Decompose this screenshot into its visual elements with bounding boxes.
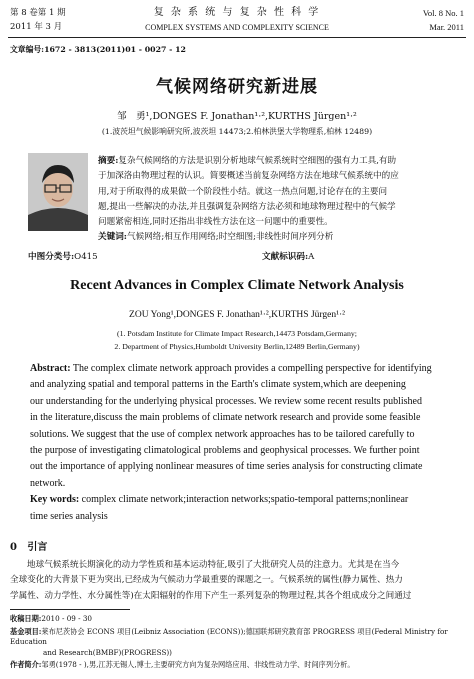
- fund-line: 莱布尼茨协会 ECONS 项目(Leibniz Association (ECONS));德国联邦研究教育部 PROGRESS 项目(Federal Ministry for Education: [10, 626, 448, 646]
- authors-cn: 邹 勇¹,DONGES F. Jonathan¹·²,KURTHS Jürgen¹·²: [117, 111, 357, 122]
- abstract-en: [30, 361, 448, 525]
- doc-code: [262, 250, 314, 262]
- paragraph-line: 地球气候系统长期演化的动力学性质和基本运动特征,吸引了大批研究人员的注意力。尤其是在当今: [27, 560, 400, 570]
- received-date: 2010 - 09 - 30: [41, 614, 92, 623]
- abstract-en-line: and analyzing spatial and temporal patterns in the Earth's climate system,which are deepening: [30, 379, 406, 391]
- volume-cn: 第 8 卷第 1 期: [10, 8, 66, 18]
- keywords-cn: 气候网络;相互作用网络;时空细图;非线性时间序列分析: [126, 232, 334, 243]
- affiliations-cn: (1.波茨坦气候影响研究所,波茨坦 14473;2.柏林洪堡大学物理系,柏林 12489): [101, 127, 373, 136]
- journal-title-en: COMPLEX SYSTEMS AND COMPLEXITY SCIENCE: [145, 23, 329, 32]
- fund-label: 基金项目:: [10, 626, 42, 636]
- abstract-en-line: in the literature,discuss the main problems of climate network research and provide some feasible: [30, 412, 421, 424]
- doc-code-value: A: [308, 252, 315, 262]
- paragraph-line: 全球变化的大背景下更为突出,已经成为气候动力学最重要的课题之一。气候系统的属性(静力属性、热力: [10, 575, 403, 586]
- class-number: [28, 250, 98, 262]
- authors-en: ZOU Yong¹,DONGES F. Jonathan¹·²,KURTHS Jürgen¹·²: [129, 310, 345, 320]
- date-en: Mar. 2011: [429, 22, 464, 32]
- abstract-cn-label: 摘要:: [98, 156, 119, 166]
- header-rule: [8, 37, 466, 38]
- keywords-en-label: Key words:: [30, 494, 80, 506]
- affiliation-en-1: (1. Potsdam Institute for Climate Impact Research,14473 Potsdam,Germany;: [117, 329, 357, 338]
- section-title: 引言: [27, 542, 48, 553]
- received-label: 收稿日期:: [10, 614, 42, 623]
- abstract-cn-line: 复杂气候网络的方法是识别分析地球气候系统时空细图的强有力工具,有助: [118, 156, 397, 166]
- author-photo: [28, 153, 88, 231]
- abstract-en-label: Abstract:: [30, 363, 71, 374]
- keywords-en-line: time series analysis: [30, 510, 108, 522]
- fund-line: and Research(BMBF)(PROGRESS)): [43, 647, 172, 657]
- author-bio: 邹勇(1978 - ),男,江苏无锡人,博士,主要研究方向为复杂网络应用、非线性动力学、时间序列分析。: [41, 660, 355, 669]
- section-number: 0: [10, 542, 17, 553]
- keywords-cn-label: 关键词:: [98, 232, 127, 243]
- abstract-cn-line: 于加深洛由物理过程的认识。简要概述当前复杂网络方法在地球气候系统中的应: [98, 171, 399, 182]
- abstract-en-line: solutions. We suggest that the use of complex network approaches has to be tailored carefully to: [30, 428, 415, 440]
- abstract-cn: [98, 154, 450, 246]
- doc-code-label: 文献标识码:: [262, 252, 309, 262]
- paragraph-line: 学属性、动力学性、水分属性等)在太阳辐射的作用下产生一系列复杂的物理过程,其各个组成成分之间通过: [10, 590, 412, 601]
- abstract-cn-line: 用,对于所取得的成果做一个阶段性小结。就这一热点问题,讨论存在的主要问: [98, 186, 388, 197]
- abstract-cn-line: 题,提出一些解决的办法,并且强调复杂网络方法必须和地球物理过程中的气候学: [98, 201, 396, 212]
- article-id: 文章编号:1672 - 3813(2011)01 - 0027 - 12: [10, 45, 186, 54]
- date-cn: 2011 年 3 月: [10, 22, 63, 32]
- footnotes: [10, 614, 466, 671]
- abstract-cn-line: 问题紧密相连,同时还指出非线性方法在这一问题中的重要性。: [98, 217, 333, 228]
- abstract-en-line: our understanding for the underlying physical processes. We review some recent results published: [30, 395, 422, 407]
- abstract-en-line: network.: [30, 477, 66, 489]
- abstract-en-line: The complex climate network approach provides a compelling perspective for identifying: [72, 363, 432, 374]
- class-number-value: O415: [74, 252, 98, 262]
- affiliation-en-2: 2. Department of Physics,Humboldt University Berlin,12489 Berlin,Germany): [114, 342, 360, 351]
- footnote-rule: [10, 609, 130, 610]
- section-body: [10, 558, 464, 604]
- keywords-en: complex climate network;interaction networks;spatio-temporal patterns;nonlinear: [81, 494, 409, 506]
- journal-title-cn: 复 杂 系 统 与 复 杂 性 科 学: [153, 7, 321, 18]
- abstract-en-line: out the importance of applying nonlinear measures of time series analysis for constructing climate: [30, 461, 423, 473]
- title-cn: 气候网络研究新进展: [156, 77, 318, 97]
- volume-en: Vol. 8 No. 1: [422, 8, 464, 18]
- author-bio-label: 作者简介:: [10, 660, 42, 669]
- title-en: Recent Advances in Complex Climate Network Analysis: [70, 278, 404, 293]
- section-heading: [10, 538, 47, 553]
- class-number-label: 中图分类号:: [28, 252, 75, 262]
- abstract-en-line: the purpose of investigating climatological problems and geophysical processes. We further point: [30, 445, 420, 457]
